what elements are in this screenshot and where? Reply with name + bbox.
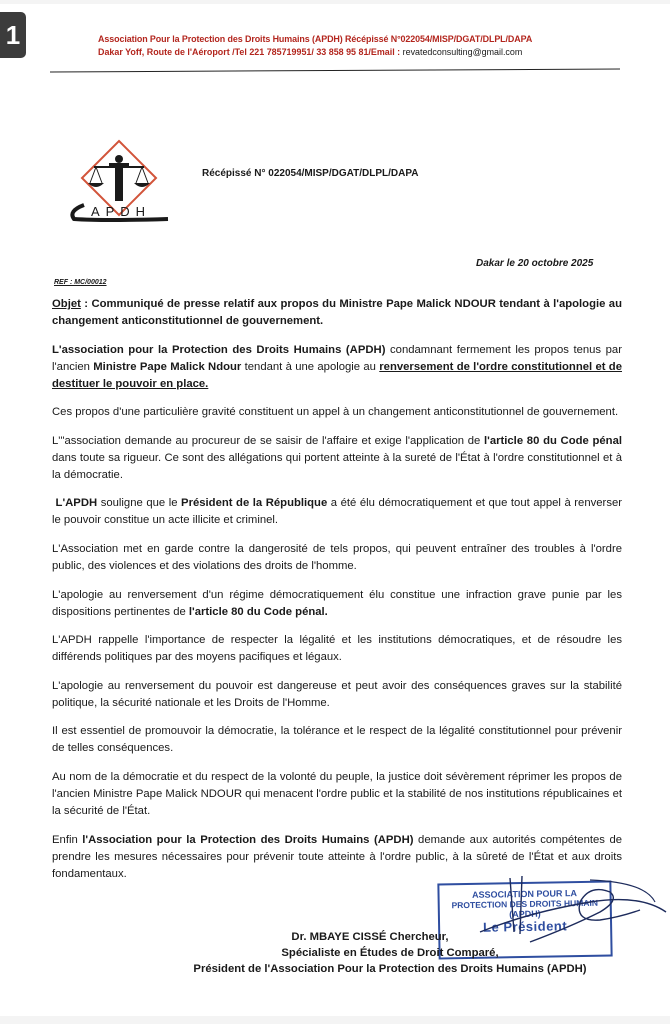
- logo-text: APDH: [90, 204, 152, 219]
- paragraph-3: [52, 433, 622, 484]
- paragraph-9: Il est essentiel de promouvoir la démocratie, la tolérance et le respect de la légalité constitutionnel pour prévenir de telles conséquences.: [52, 725, 622, 755]
- letterhead-line-1: Association Pour la Protection des Droits Humains (APDH) Récépissé N°022054/MISP/DGAT/DLPL/DAPA: [98, 34, 533, 45]
- apdh-logo: [64, 133, 174, 228]
- p4-apdh: L'APDH: [55, 497, 98, 510]
- p3-text: L'"association demande au procureur de se saisir de l'affaire et exige l'application de: [52, 434, 484, 447]
- objet-separator: :: [80, 298, 92, 310]
- paragraph-7: L'APDH rappelle l'importance de respecter la légalité et les institutions démocratiques, et de résoudre les différends politiques par des moyens pacifiques et légaux.: [52, 634, 622, 664]
- p6-article: l'article 80 du Code pénal.: [188, 605, 328, 618]
- stamp-line-1: ASSOCIATION POUR LA: [472, 888, 578, 900]
- document-date: Dakar le 20 octobre 2025: [476, 258, 594, 269]
- p1-text-2: tendant à une apologie au: [241, 360, 380, 373]
- p11-text: Enfin: [52, 833, 83, 846]
- paragraph-10: Au nom de la démocratie et du respect de la volonté du peuple, la justice doit sévèrement réprimer les propos de l'ancien Ministre Pape Malick NDOUR qui menacent l'ordre public et la stabilité de nos institutions républicaines et la sécurité de l'État.: [52, 770, 622, 817]
- p1-underlined: renversement de l'ordre constitutionnel et de destituer le pouvoir en place.: [52, 360, 622, 390]
- signatory-block: [160, 929, 620, 977]
- paragraph-8: L'apologie au renversement du pouvoir est dangereuse et peut avoir des conséquences graves sur la stabilité politique, la sécurité nationale et les Droits de l'Homme.: [52, 679, 622, 709]
- p4-president: Président de la République: [181, 497, 328, 510]
- paragraph-4: [52, 495, 622, 529]
- p6-text: L'apologie au renversement d'un régime démocratiquement élu constitue une infraction grave punie par les dispositions pertinentes de: [52, 588, 622, 618]
- paragraph-11: [52, 832, 622, 883]
- p4-text: souligne que le: [97, 497, 182, 510]
- letterhead: [98, 34, 598, 58]
- objet-paragraph: [52, 296, 622, 330]
- p1-minister: Ministre Pape Malick Ndour: [93, 360, 242, 373]
- reference-number: REF : MC/00012: [54, 279, 107, 286]
- scales-of-justice-icon: [64, 133, 174, 228]
- p1-text: condamnant fermement les propos tenus par l'ancien: [52, 343, 622, 373]
- paragraph-2: Ces propos d'une particulière gravité constituent un appel à un changement anticonstitutionnel de gouvernement.: [52, 406, 619, 419]
- paragraph-1: [52, 342, 622, 393]
- p1-org: L'association pour la Protection des Droits Humains (APDH): [52, 343, 386, 356]
- paragraph-6: [52, 587, 622, 621]
- objet-label: Objet: [52, 298, 81, 310]
- document-body: [52, 296, 622, 894]
- p4-text-2: a été élu démocratiquement et que tout appel à renverser le pouvoir constitue un acte illicite et criminel.: [52, 497, 623, 527]
- letterhead-address: Dakar Yoff, Route de l'Aéroport /Tel 221 785719951/ 33 858 95 81/Email :: [98, 47, 403, 58]
- p3-article: l'article 80 du Code pénal: [484, 434, 623, 447]
- objet-text: Communiqué de presse relatif aux propos du Ministre Pape Malick NDOUR tendant à l'apologie au changement anticonstitutionnel de gouvernement.: [52, 298, 622, 327]
- p11-org: l'Association pour la Protection des Droits Humains (APDH): [82, 833, 414, 846]
- paragraph-5: L'Association met en garde contre la dangerosité de tels propos, qui peuvent entraîner des troubles à l'ordre public, des violences et des violations des droits de l'homme.: [52, 542, 622, 572]
- stamp-line-2: PROTECTION DES DROITS HUMAIN: [451, 897, 598, 911]
- stamp-line-4: Le Président: [482, 918, 568, 935]
- letterhead-email: revatedconsulting@gmail.com: [402, 47, 523, 58]
- page-number-badge: 1: [0, 12, 26, 58]
- signatory-name: Dr. MBAYE CISSÉ Chercheur,: [291, 931, 449, 943]
- p11-text-2: demande aux autorités compétentes de prendre les mesures nécessaires pour prévenir toute atteinte à l'ordre public, à la sûreté de l'État et aux droits fondamentaux.: [52, 833, 623, 880]
- letterhead-line-2: [98, 47, 563, 58]
- recepisse-number: Récépissé N° 022054/MISP/DGAT/DLPL/DAPA: [202, 168, 419, 179]
- signatory-title: Spécialiste en Études de Droit Comparé,: [281, 947, 499, 959]
- stamp-line-3: (APDH): [509, 908, 541, 920]
- signatory-role: Président de l'Association Pour la Protection des Droits Humains (APDH): [193, 963, 587, 975]
- p3-text-2: dans toute sa rigueur. Ce sont des allégations qui portent atteinte à la sureté de l'État à l'ordre constitutionnel et à la démocratie.: [52, 451, 622, 481]
